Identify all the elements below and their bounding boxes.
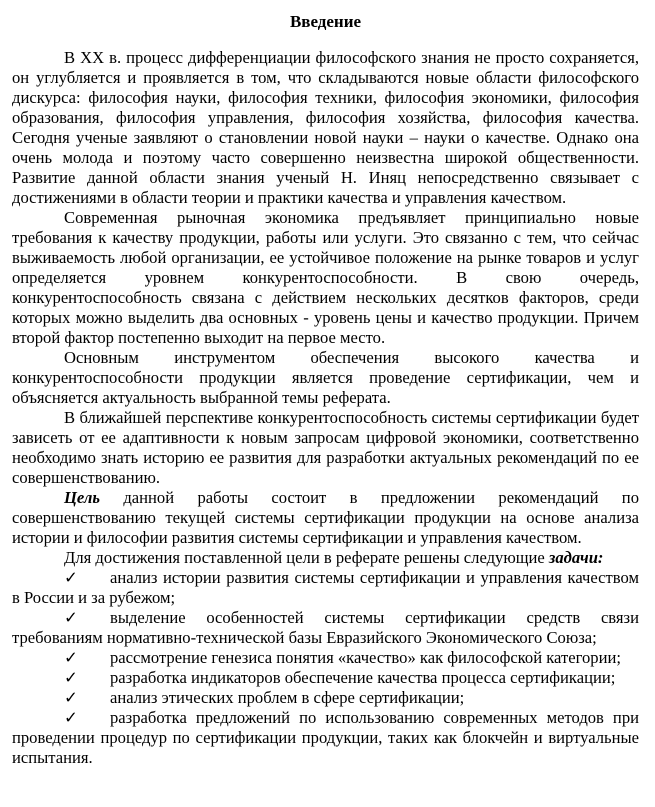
task-text: рассмотрение генезиса понятия «качество» как философской категории;	[110, 648, 621, 667]
task-text: выделение особенностей системы сертификации средств связи требованиям нормативно-технической базы Евразийского Экономического Союза;	[12, 608, 639, 647]
checkmark-icon: ✓	[64, 668, 78, 687]
checkmark-icon: ✓	[64, 688, 78, 707]
checkmark-icon: ✓	[64, 608, 78, 627]
document-page	[12, 10, 639, 768]
goal-text: данной работы состоит в предложении рекомендаций по совершенствованию текущей системы сертификации продукции на основе анализа истории и философии развития системы сертификации и управления качеством.	[12, 488, 639, 547]
goal-word: Цель	[64, 488, 100, 507]
task-item-2	[12, 608, 639, 648]
task-item-4	[12, 668, 639, 688]
task-item-1	[12, 568, 639, 608]
task-text: анализ истории развития системы сертификации и управления качеством в России и за рубежом;	[12, 568, 639, 607]
task-text: разработка индикаторов обеспечение качества процесса сертификации;	[110, 668, 616, 687]
paragraph-3: Основным инструментом обеспечения высокого качества и конкурентоспособности продукции является проведение сертификации, чем и объясняется актуальность выбранной темы реферата.	[12, 348, 639, 407]
tasks-intro-text: Для достижения поставленной цели в реферате решены следующие	[64, 548, 549, 567]
tasks-word: задачи:	[548, 548, 604, 567]
paragraph-4: В ближайшей перспективе конкурентоспособность системы сертификации будет зависеть от ее адаптивности к новым запросам цифровой экономики, соответственно необходимо знать историю ее развития для разработки актуальных рекомендаций по ее совершенствованию.	[12, 408, 639, 487]
task-text: разработка предложений по использованию современных методов при проведении процедур по сертификации продукции, таких как блокчейн и виртуальные испытания.	[12, 708, 639, 767]
task-item-3	[12, 648, 639, 668]
task-item-6	[12, 708, 639, 768]
checkmark-icon: ✓	[64, 708, 78, 727]
task-text: анализ этических проблем в сфере сертификации;	[110, 688, 465, 707]
checkmark-icon: ✓	[64, 648, 78, 667]
paragraph-2: Современная рыночная экономика предъявляет принципиально новые требования к качеству продукции, работы или услуги. Это связанно с тем, что сейчас выживаемость любой организации, ее устойчивое положение на рынке товаров и услуг определяется уровнем конкурентоспособности. В свою очередь, конкурентоспособность связана с действием нескольких десятков факторов, среди которых можно выделить два основных - уровень цены и качество продукции. Причем второй фактор постепенно выходит на первое место.	[12, 208, 639, 347]
task-item-5	[12, 688, 639, 708]
goal-paragraph	[12, 488, 639, 548]
paragraph-1: В XX в. процесс дифференциации философского знания не просто сохраняется, он углубляется и проявляется в том, что складываются новые области философского дискурса: философия науки, философия техники, философия экономики, философия образования, философия управления, философия хозяйства, философия качества. Сегодня ученые заявляют о становлении новой науки – науки о качестве. Однако она очень молода и поэтому часто совершенно неизвестна широкой общественности. Развитие данной области знания ученый Н. Иняц непосредственно связывает с достижениями в области теории и практики качества и управления качеством.	[12, 48, 639, 207]
tasks-intro-paragraph	[12, 548, 639, 568]
document-title: Введение	[289, 12, 362, 31]
checkmark-icon: ✓	[64, 568, 78, 587]
